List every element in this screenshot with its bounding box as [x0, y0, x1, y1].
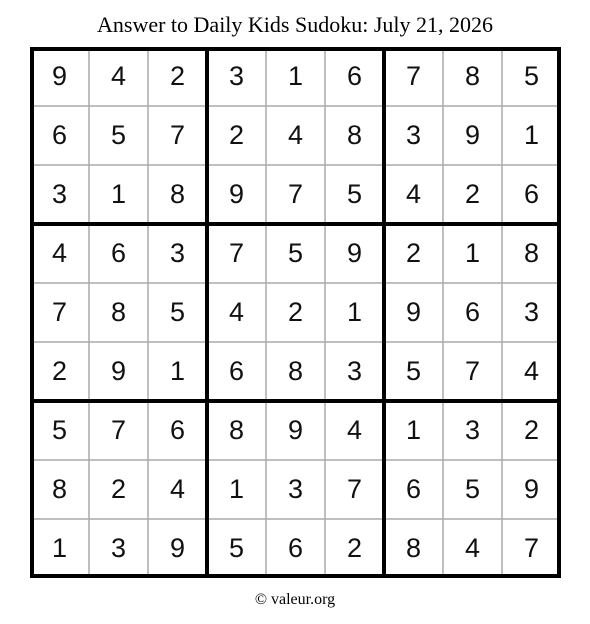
sudoku-cell-r9c9: 7: [523, 533, 540, 563]
sudoku-cell-r1c2: 4: [110, 61, 127, 91]
sudoku-cell-r7c1: 5: [51, 415, 68, 445]
sudoku-cell-r2c3: 7: [169, 120, 186, 150]
sudoku-cell-r9c4: 5: [228, 533, 245, 563]
sudoku-cell-r5c1: 7: [51, 297, 68, 327]
sudoku-cell-r8c1: 8: [51, 474, 68, 504]
sudoku-cell-r8c6: 7: [346, 474, 363, 504]
sudoku-cell-r5c5: 2: [287, 297, 304, 327]
sudoku-cell-r7c9: 2: [523, 415, 540, 445]
sudoku-cell-r3c5: 7: [287, 179, 304, 209]
sudoku-cell-r9c5: 6: [287, 533, 304, 563]
sudoku-cell-r4c5: 5: [287, 238, 304, 268]
sudoku-cell-r3c3: 8: [169, 179, 186, 209]
sudoku-cell-r9c3: 9: [169, 533, 186, 563]
sudoku-cell-r2c2: 5: [110, 120, 127, 150]
sudoku-cell-r4c1: 4: [51, 238, 68, 268]
sudoku-cell-r1c3: 2: [169, 61, 186, 91]
sudoku-board: [30, 47, 561, 578]
sudoku-cell-r7c3: 6: [169, 415, 186, 445]
sudoku-cell-r2c1: 6: [51, 120, 68, 150]
sudoku-cell-r6c6: 3: [346, 356, 363, 386]
sudoku-cell-r8c7: 6: [405, 474, 422, 504]
sudoku-cell-r1c6: 6: [346, 61, 363, 91]
sudoku-cell-r1c8: 8: [464, 61, 481, 91]
sudoku-cell-r2c8: 9: [464, 120, 481, 150]
sudoku-cell-r9c8: 4: [464, 533, 481, 563]
sudoku-cell-r1c9: 5: [523, 61, 540, 91]
sudoku-cell-r4c9: 8: [523, 238, 540, 268]
sudoku-cell-r1c1: 9: [51, 61, 68, 91]
sudoku-cell-r6c3: 1: [169, 356, 186, 386]
sudoku-cell-r6c7: 5: [405, 356, 422, 386]
sudoku-cell-r4c3: 3: [169, 238, 186, 268]
sudoku-cell-r6c4: 6: [228, 356, 245, 386]
sudoku-cell-r7c7: 1: [405, 415, 422, 445]
grid-lines: [30, 47, 561, 578]
sudoku-cell-r2c6: 8: [346, 120, 363, 150]
sudoku-cell-r4c4: 7: [228, 238, 245, 268]
sudoku-cell-r9c7: 8: [405, 533, 422, 563]
sudoku-cell-r4c2: 6: [110, 238, 127, 268]
sudoku-cell-r3c4: 9: [228, 179, 245, 209]
sudoku-cell-r7c5: 9: [287, 415, 304, 445]
sudoku-cell-r1c5: 1: [287, 61, 304, 91]
sudoku-cell-r5c3: 5: [169, 297, 186, 327]
sudoku-cell-r5c4: 4: [228, 297, 245, 327]
sudoku-cell-r7c8: 3: [464, 415, 481, 445]
sudoku-cell-r3c2: 1: [110, 179, 127, 209]
sudoku-cell-r8c4: 1: [228, 474, 245, 504]
sudoku-cell-r3c6: 5: [346, 179, 363, 209]
sudoku-cell-r4c8: 1: [464, 238, 481, 268]
sudoku-cell-r7c6: 4: [346, 415, 363, 445]
sudoku-cell-r2c7: 3: [405, 120, 422, 150]
sudoku-cell-r5c9: 3: [523, 297, 540, 327]
sudoku-cell-r5c6: 1: [346, 297, 363, 327]
sudoku-cell-r9c6: 2: [346, 533, 363, 563]
sudoku-cell-r2c4: 2: [228, 120, 245, 150]
sudoku-cell-r7c4: 8: [228, 415, 245, 445]
sudoku-cell-r4c6: 9: [346, 238, 363, 268]
copyright-footer: © valeur.org: [254, 591, 336, 608]
sudoku-cell-r6c2: 9: [110, 356, 127, 386]
sudoku-cell-r1c7: 7: [405, 61, 422, 91]
sudoku-cell-r5c7: 9: [405, 297, 422, 327]
sudoku-cell-r3c8: 2: [464, 179, 481, 209]
sudoku-cell-r5c8: 6: [464, 297, 481, 327]
sudoku-cell-r1c4: 3: [228, 61, 245, 91]
sudoku-cell-r3c1: 3: [51, 179, 68, 209]
sudoku-cell-r8c9: 9: [523, 474, 540, 504]
sudoku-cell-r5c2: 8: [110, 297, 127, 327]
puzzle-title: Answer to Daily Kids Sudoku: July 21, 2026: [97, 12, 493, 37]
sudoku-cell-r8c5: 3: [287, 474, 304, 504]
sudoku-cell-r6c1: 2: [51, 356, 68, 386]
sudoku-cell-r3c7: 4: [405, 179, 422, 209]
sudoku-cell-r6c5: 8: [287, 356, 304, 386]
sudoku-cell-r2c5: 4: [287, 120, 304, 150]
sudoku-cell-r7c2: 7: [110, 415, 127, 445]
sudoku-cell-r3c9: 6: [523, 179, 540, 209]
sudoku-cell-r9c2: 3: [110, 533, 127, 563]
sudoku-cell-r6c9: 4: [523, 356, 540, 386]
sudoku-cell-r8c2: 2: [110, 474, 127, 504]
sudoku-cell-r8c8: 5: [464, 474, 481, 504]
sudoku-cell-r6c8: 7: [464, 356, 481, 386]
sudoku-cell-r2c9: 1: [523, 120, 540, 150]
sudoku-cell-r8c3: 4: [169, 474, 186, 504]
sudoku-cell-r4c7: 2: [405, 238, 422, 268]
sudoku-cell-r9c1: 1: [51, 533, 68, 563]
